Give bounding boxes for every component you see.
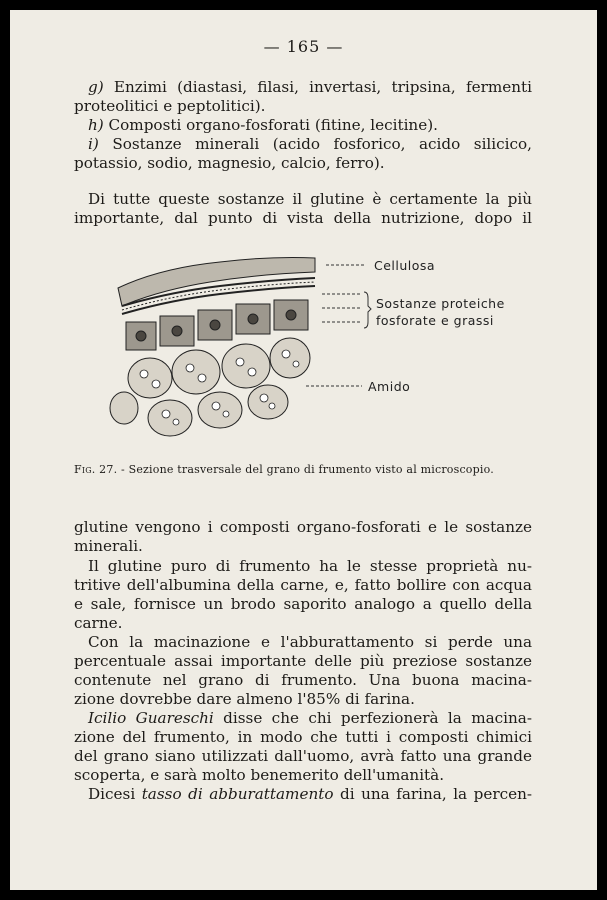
text-line: zione del frumento, in modo che tutti i composti chimici: [74, 728, 532, 746]
text-line: del grano siano utilizzati dall'uomo, avrà fatto una grande: [74, 747, 532, 765]
label-sostanze-2: fosforate e grassi: [376, 313, 494, 328]
list-text: Composti organo-fosforati (fitine, lecitine).: [103, 116, 438, 134]
text-line: glutine vengono i composti organo-fosforati e le sostanze: [74, 518, 532, 536]
text-line: importante, dal punto di vista della nutrizione, dopo il: [74, 209, 532, 227]
list-item-g: [74, 78, 532, 116]
text-line: percentuale assai importante delle più preziose sostanze: [74, 652, 532, 670]
label-amido: Amido: [368, 379, 411, 394]
list-label: i): [88, 135, 99, 153]
caption-prefix: Fig. 27.: [74, 463, 118, 476]
text-line: Il glutine puro di frumento ha le stesse proprietà nu-: [88, 557, 532, 575]
text-line: zione dovrebbe dare almeno l'85% di farina.: [74, 690, 415, 708]
text-line: scoperta, e sarà molto benemerito dell'umanità.: [74, 766, 445, 784]
page-number: — 165 —: [263, 37, 344, 56]
list-text: Enzimi (diastasi, filasi, invertasi, tripsina, fermenti: [103, 78, 532, 96]
text-fragment: Dicesi: [88, 785, 142, 803]
label-cellulosa: Cellulosa: [374, 258, 436, 273]
text-line: Di tutte queste sostanze il glutine è certamente la più: [88, 190, 532, 208]
leader-lines: [306, 265, 364, 386]
text-line: tritive dell'albumina della carne, e, fatto bollire con acqua: [74, 576, 532, 594]
paragraph-2: [74, 518, 532, 556]
text-fragment: di una farina, la percen-: [333, 785, 532, 803]
figure-caption: [74, 462, 532, 477]
list-label: g): [88, 78, 104, 96]
paragraph-4: [74, 633, 532, 709]
bracket: [364, 292, 371, 328]
list-label: h): [88, 116, 104, 134]
label-sostanze-1: Sostanze proteiche: [376, 296, 505, 311]
list-text-cont: potassio, sodio, magnesio, calcio, ferro).: [74, 154, 385, 172]
person-name: Icilio Guareschi: [88, 709, 214, 727]
text-line: Con la macinazione e l'abburattamento si perde una: [88, 633, 532, 651]
list-text-cont: proteolitici e peptolitici).: [74, 97, 266, 115]
paragraph-1: [74, 190, 532, 228]
text-line: contenute nel grano di frumento. Una buona macina-: [74, 671, 532, 689]
list-item-i: [74, 135, 532, 173]
paragraph-3: [74, 557, 532, 633]
italic-term: tasso di abburattamento: [141, 785, 334, 803]
text-line: disse che chi perfezionerà la macina-: [213, 709, 532, 727]
paragraph-6: [74, 785, 532, 804]
paragraph-5: [74, 709, 532, 785]
book-page: [10, 10, 597, 890]
caption-text: - Sezione trasversale del grano di frumento visto al microscopio.: [117, 463, 494, 476]
list-item-h: [74, 116, 532, 135]
text-line: carne.: [74, 614, 123, 632]
wheat-grain-section-figure: [100, 248, 530, 448]
list-text: Sostanze minerali (acido fosforico, acido silicico,: [98, 135, 532, 153]
grain-section-illustration: [110, 258, 315, 437]
text-line: e sale, fornisce un brodo saporito analogo a quello della: [74, 595, 532, 613]
text-line: minerali.: [74, 537, 143, 555]
